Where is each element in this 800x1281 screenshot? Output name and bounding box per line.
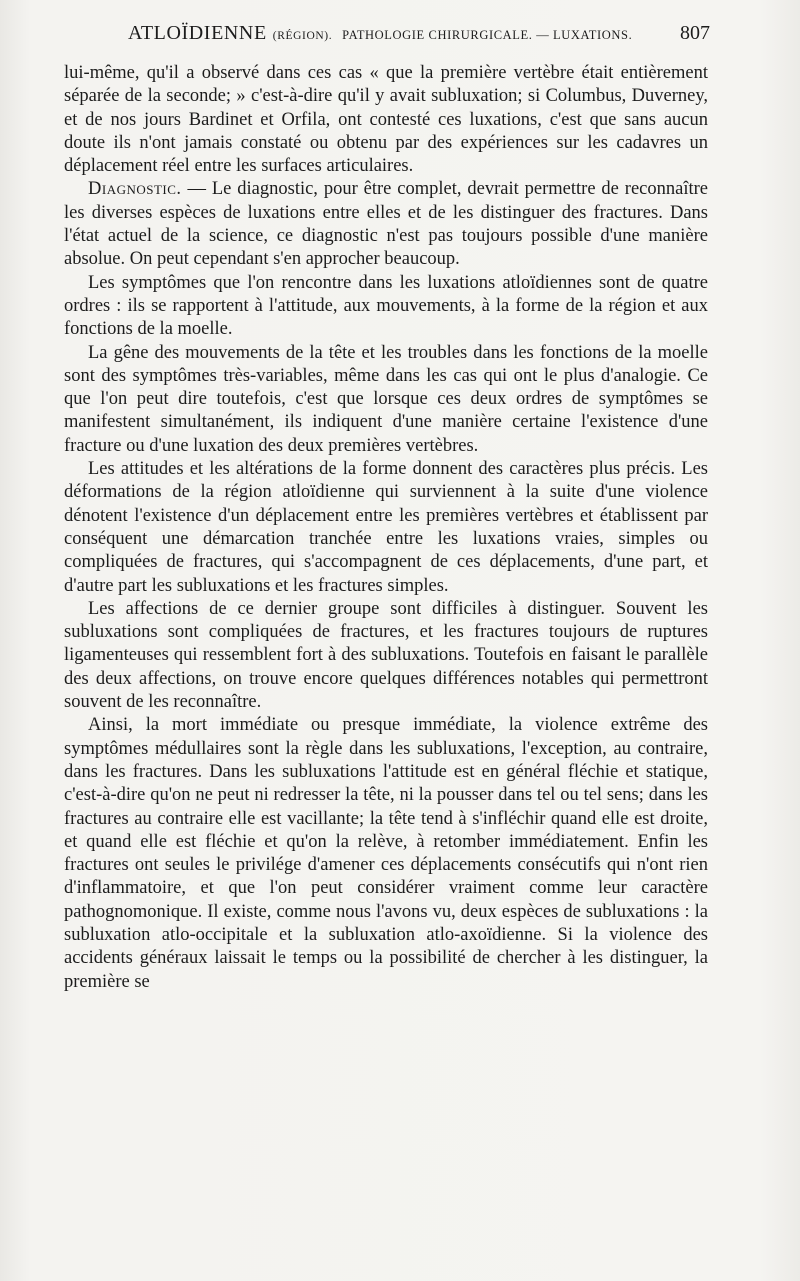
paragraph-attitudes: Les attitudes et les altérations de la forme donnent des caractères plus précis. Les déformations de la région atloïdienne qui surviennent à la suite d'une violence dénotent l'existence d'un déplacement entre les premières vertèbres et établissent par conséquent une démarcation tranchée entre les luxations vraies, simples ou compliquées de fractures, qui s'accompagnent de ces déplacements, d'une part, et d'autre part les subluxations et les fractures simples. (64, 459, 708, 596)
running-header (128, 22, 710, 58)
page-body (64, 62, 708, 994)
paragraph-movements: La gêne des mouvements de la tête et les troubles dans les fonctions de la moelle sont des symptômes très-variables, même dans les cas qui ont le plus d'analogie. Ce que l'on peut dire toutefois, c'est que lorsque ces deux ordres de symptômes se manifestent simultanément, ils indiquent d'une manière certaine l'existence d'une fracture ou d'une luxation des deux premières vertèbres. (64, 342, 708, 456)
paragraph-diagnostic-text: — Le diagnostic, pour être complet, devrait permettre de reconnaître les diverses espèces de luxations entre elles et de les distinguer des fractures. Dans l'état actuel de la science, ce diagnostic n'est pas toujours possible d'une manière absolue. On peut cependant s'en approcher beaucoup. (64, 179, 708, 270)
page-number: 807 (680, 22, 710, 44)
paragraph-affections: Les affections de ce dernier groupe sont difficiles à distinguer. Souvent les subluxations sont compliquées de fractures, et les fractures toujours de ruptures ligamenteuses qui ressemblent fort à des subluxations. Toutefois en faisant le parallèle des deux affections, on trouve encore quelques différences notables qui permettront souvent de les reconnaître. (64, 598, 708, 713)
paragraph-continuation: lui-même, qu'il a observé dans ces cas « que la première vertèbre était entièrement séparée de la seconde; » c'est-à-dire qu'il y avait subluxation; si Columbus, Duverney, et de nos jours Bardinet et Orfila, ont contesté ces luxations, c'est que sans aucun doute ils n'ont jamais constaté ou obtenu par des expériences sur les cadavres un déplacement réel entre les surfaces articulaires. (64, 63, 708, 177)
header-region: (RÉGION). (272, 30, 333, 42)
paragraph-ainsi: Ainsi, la mort immédiate ou presque immédiate, la violence extrême des symptômes médullaires sont la règle dans les subluxations, l'exception, au contraire, dans les fractures. Dans les subluxations l'attitude est en général fléchie et statique, c'est-à-dire qu'on ne peut ni redresser la tête, ni la pousser dans tel ou tel sens; dans les fractures au contraire elle est vacillante; la tête tend à s'infléchir quand elle est droite, et quand elle est fléchie et qu'on la relève, à retomber immédiatement. Enfin les fractures ont seules le privilége d'amener ces déplacements consécutifs qui n'ont rien d'inflammatoire, et que l'on peut considérer vraiment comme leur caractère pathognomonique. Il existe, comme nous l'avons vu, deux espèces de subluxations : la subluxation atlo-occipitale et la subluxation atlo-axoïdienne. Si la violence des accidents généraux laissait le temps ou la possibilité de chercher à les distinguer, la première se (64, 715, 708, 992)
header-title: ATLOÏDIENNE (128, 22, 267, 44)
paragraph-diagnostic (64, 178, 708, 271)
header-section: PATHOLOGIE CHIRURGICALE. — LUXATIONS. (342, 28, 633, 42)
paragraph-symptoms: Les symptômes que l'on rencontre dans les luxations atloïdiennes sont de quatre ordres : ils se rapportent à l'attitude, aux mouvements, à la forme de la région et aux fonctions de la moelle. (64, 272, 708, 340)
section-heading-diagnostic: Diagnostic. (88, 179, 182, 200)
